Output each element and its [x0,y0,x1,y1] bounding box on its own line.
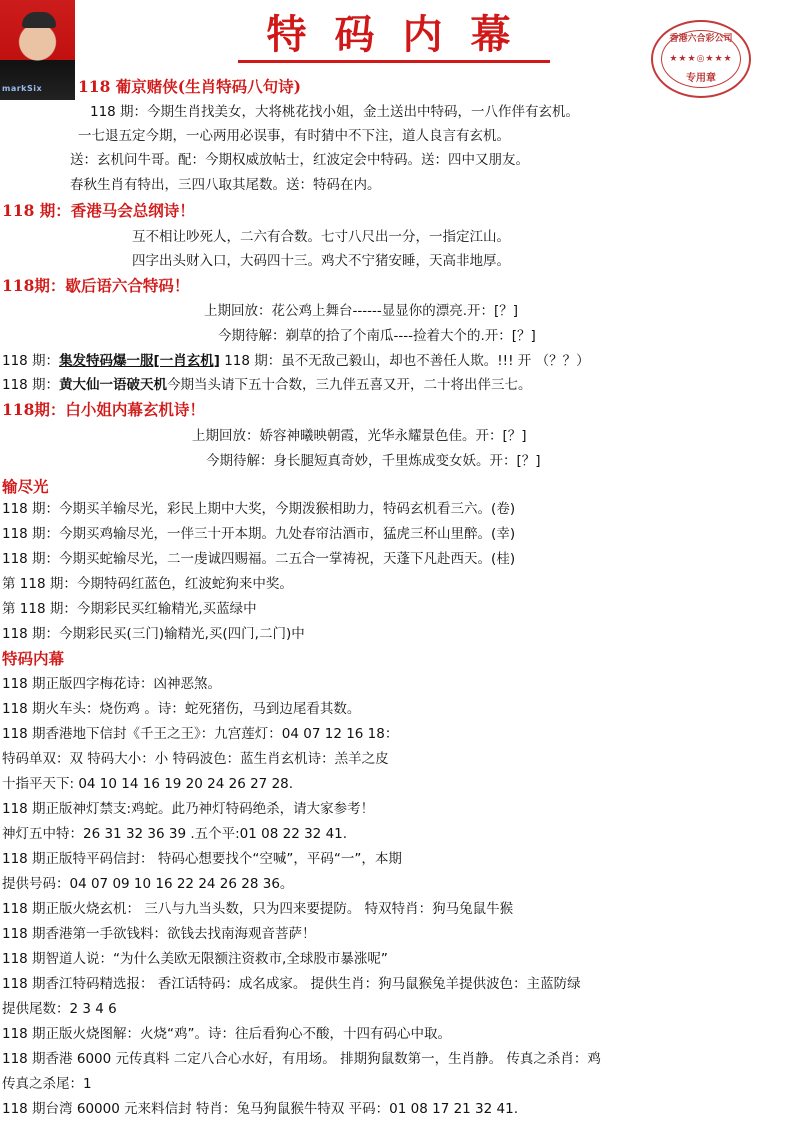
title-underline [238,60,550,63]
section-heading: 118期：歇后语六合特码！ [2,276,190,295]
page-title: 特码内幕 [266,11,539,58]
text-line: 118 期：今期买鸡输尽光，一伴三十开本期。九处春帘沽酒市，猛虎三杯山里醉。(幸) [2,526,516,542]
text-line: 118 期台湾 60000 元来料信封 特肖：兔马狗鼠猴牛特双 平码：01 08 17 21 32 41. [2,1101,518,1117]
text-line: 十指平天下: 04 10 14 16 19 20 24 26 27 28. [2,776,294,792]
text-line: 今期待解：身长腿短真奇妙，千里炼成变女妖。开：[？] [206,453,541,469]
text-line: 118 期香港第一手欲钱料：欲钱去找南海观音菩萨！ [2,926,316,942]
text-line: 特码单双：双 特码大小：小 特码波色：蓝生肖玄机诗：羔羊之皮 [2,751,389,767]
text-line-mixed [2,352,590,370]
text-line: 四字出头财入口，大码四十三。鸡犬不宁猪安睡，天高非地厚。 [132,253,510,269]
text-line: 今期待解：剃草的拾了个南瓜----捡着大个的.开：[？] [218,328,536,344]
text-line: 118 期香港 6000 元传真料 二定八合心水好，有用场。 排期狗鼠数第一，生肖静。 传真之杀肖：鸡 [2,1051,601,1067]
photo-hair [22,12,56,28]
text-line: 第 118 期：今期彩民买红输精光,买蓝绿中 [2,601,257,617]
photo-watermark: markSix [2,84,43,93]
seal-label: 专用章 [686,73,716,84]
text-line: 118 期：今期买羊输尽光，彩民上期中大奖，今期泼猴相助力，特码玄机看三六。(卷) [2,501,516,517]
line-rest: 今期当头请下五十合数，三九伴五喜又开，二十将出伴三七。 [167,377,532,393]
text-line: 118 期香江特码精选报： 香江话特码：成名成家。 提供生肖：狗马鼠猴兔羊提供波色：主蓝防绿 [2,976,581,992]
seal-stars: ★★★◎★★★ [669,54,733,64]
text-line: 一七退五定今期，一心两用必误事，有时猜中不下注，道人良言有玄机。 [78,128,510,144]
text-line: 118 期正版神灯禁支:鸡蛇。此乃神灯特码绝杀，请大家参考！ [2,801,375,817]
text-line: 送：玄机问牛哥。配：今期权威放帖士，红波定会中特码。送：四中又朋友。 [70,152,529,168]
section-heading: 输尽光 [2,477,49,496]
text-line: 118 期：今期彩民买(三门)输精光,买(四门,二门)中 [2,626,305,642]
line-prefix: 118 期： [2,353,60,369]
section-heading: 118 期：香港马会总纲诗！ [2,201,195,220]
text-line: 传真之杀尾：1 [2,1076,92,1092]
text-line: 提供号码：04 07 09 10 16 22 24 26 28 36。 [2,876,294,892]
text-line: 互不相让吵死人，二六有合数。七寸八尺出一分，一指定江山。 [132,229,510,245]
section-heading: 118期：白小姐内幕玄机诗！ [2,400,205,419]
text-line: 118 期正版特平码信封： 特码心想要找个“空喊”，平码“一”，本期 [2,851,402,867]
section-heading: 特码内幕 [2,649,65,668]
text-line: 118 期：今期买蛇输尽光，二一虔诚四赐福。二五合一掌祷祝，天蓬下凡赴西天。(桂) [2,551,516,567]
company-seal [651,20,751,98]
line-rest: 118 期：虽不无敌己毅山，却也不善任人欺。!!! 开 （？？） [219,353,590,369]
text-line: 118 期正版四字梅花诗：凶神恶煞。 [2,676,222,692]
text-line: 118 期智道人说：“为什么美欧无限额注资救市,全球股市暴涨呢” [2,951,388,967]
text-line: 118 期香港地下信封《千王之王》：九宫莲灯：04 07 12 16 18： [2,726,399,742]
text-line: 神灯五中特：26 31 32 36 39 .五个平:01 08 22 32 41. [2,826,348,842]
text-line: 118 期：今期生肖找美女，大将桃花找小姐，金土送出中特码，一八作伴有玄机。 [90,104,580,120]
line-prefix: 118 期： [2,377,60,393]
section-heading: 118 葡京赌侠(生肖特码八句诗) [78,77,301,96]
text-line: 118 期火车头：烧伤鸡 。诗：蛇死猪伤，马到边尾看其数。 [2,701,361,717]
text-line: 上期回放：娇容神曦映朝霞，光华永耀景色佳。开：[？] [192,428,527,444]
bold-title: 黄大仙一语破天机 [59,377,168,393]
text-line: 第 118 期：今期特码红蓝色，红波蛇狗来中奖。 [2,576,293,592]
seal-arc-text: 香港六合彩公司 [669,34,733,44]
text-line: 春秋生肖有特出，三四八取其尾数。送：特码在内。 [70,177,381,193]
text-line: 118 期正版火烧玄机： 三八与九当头数，只为四来要提防。 特双特肖：狗马兔鼠牛猴 [2,901,514,917]
text-line: 118 期正版火烧图解：火烧“鸡”。诗：往后看狗心不酸，十四有码心中取。 [2,1026,452,1042]
text-line-mixed [2,376,532,394]
text-line: 提供尾数：2 3 4 6 [2,1001,117,1017]
author-photo [0,0,75,100]
bold-title: 集发特码爆一服[一肖玄机] [59,353,220,369]
text-line: 上期回放：花公鸡上舞台------显显你的漂亮.开：[？] [204,303,519,319]
